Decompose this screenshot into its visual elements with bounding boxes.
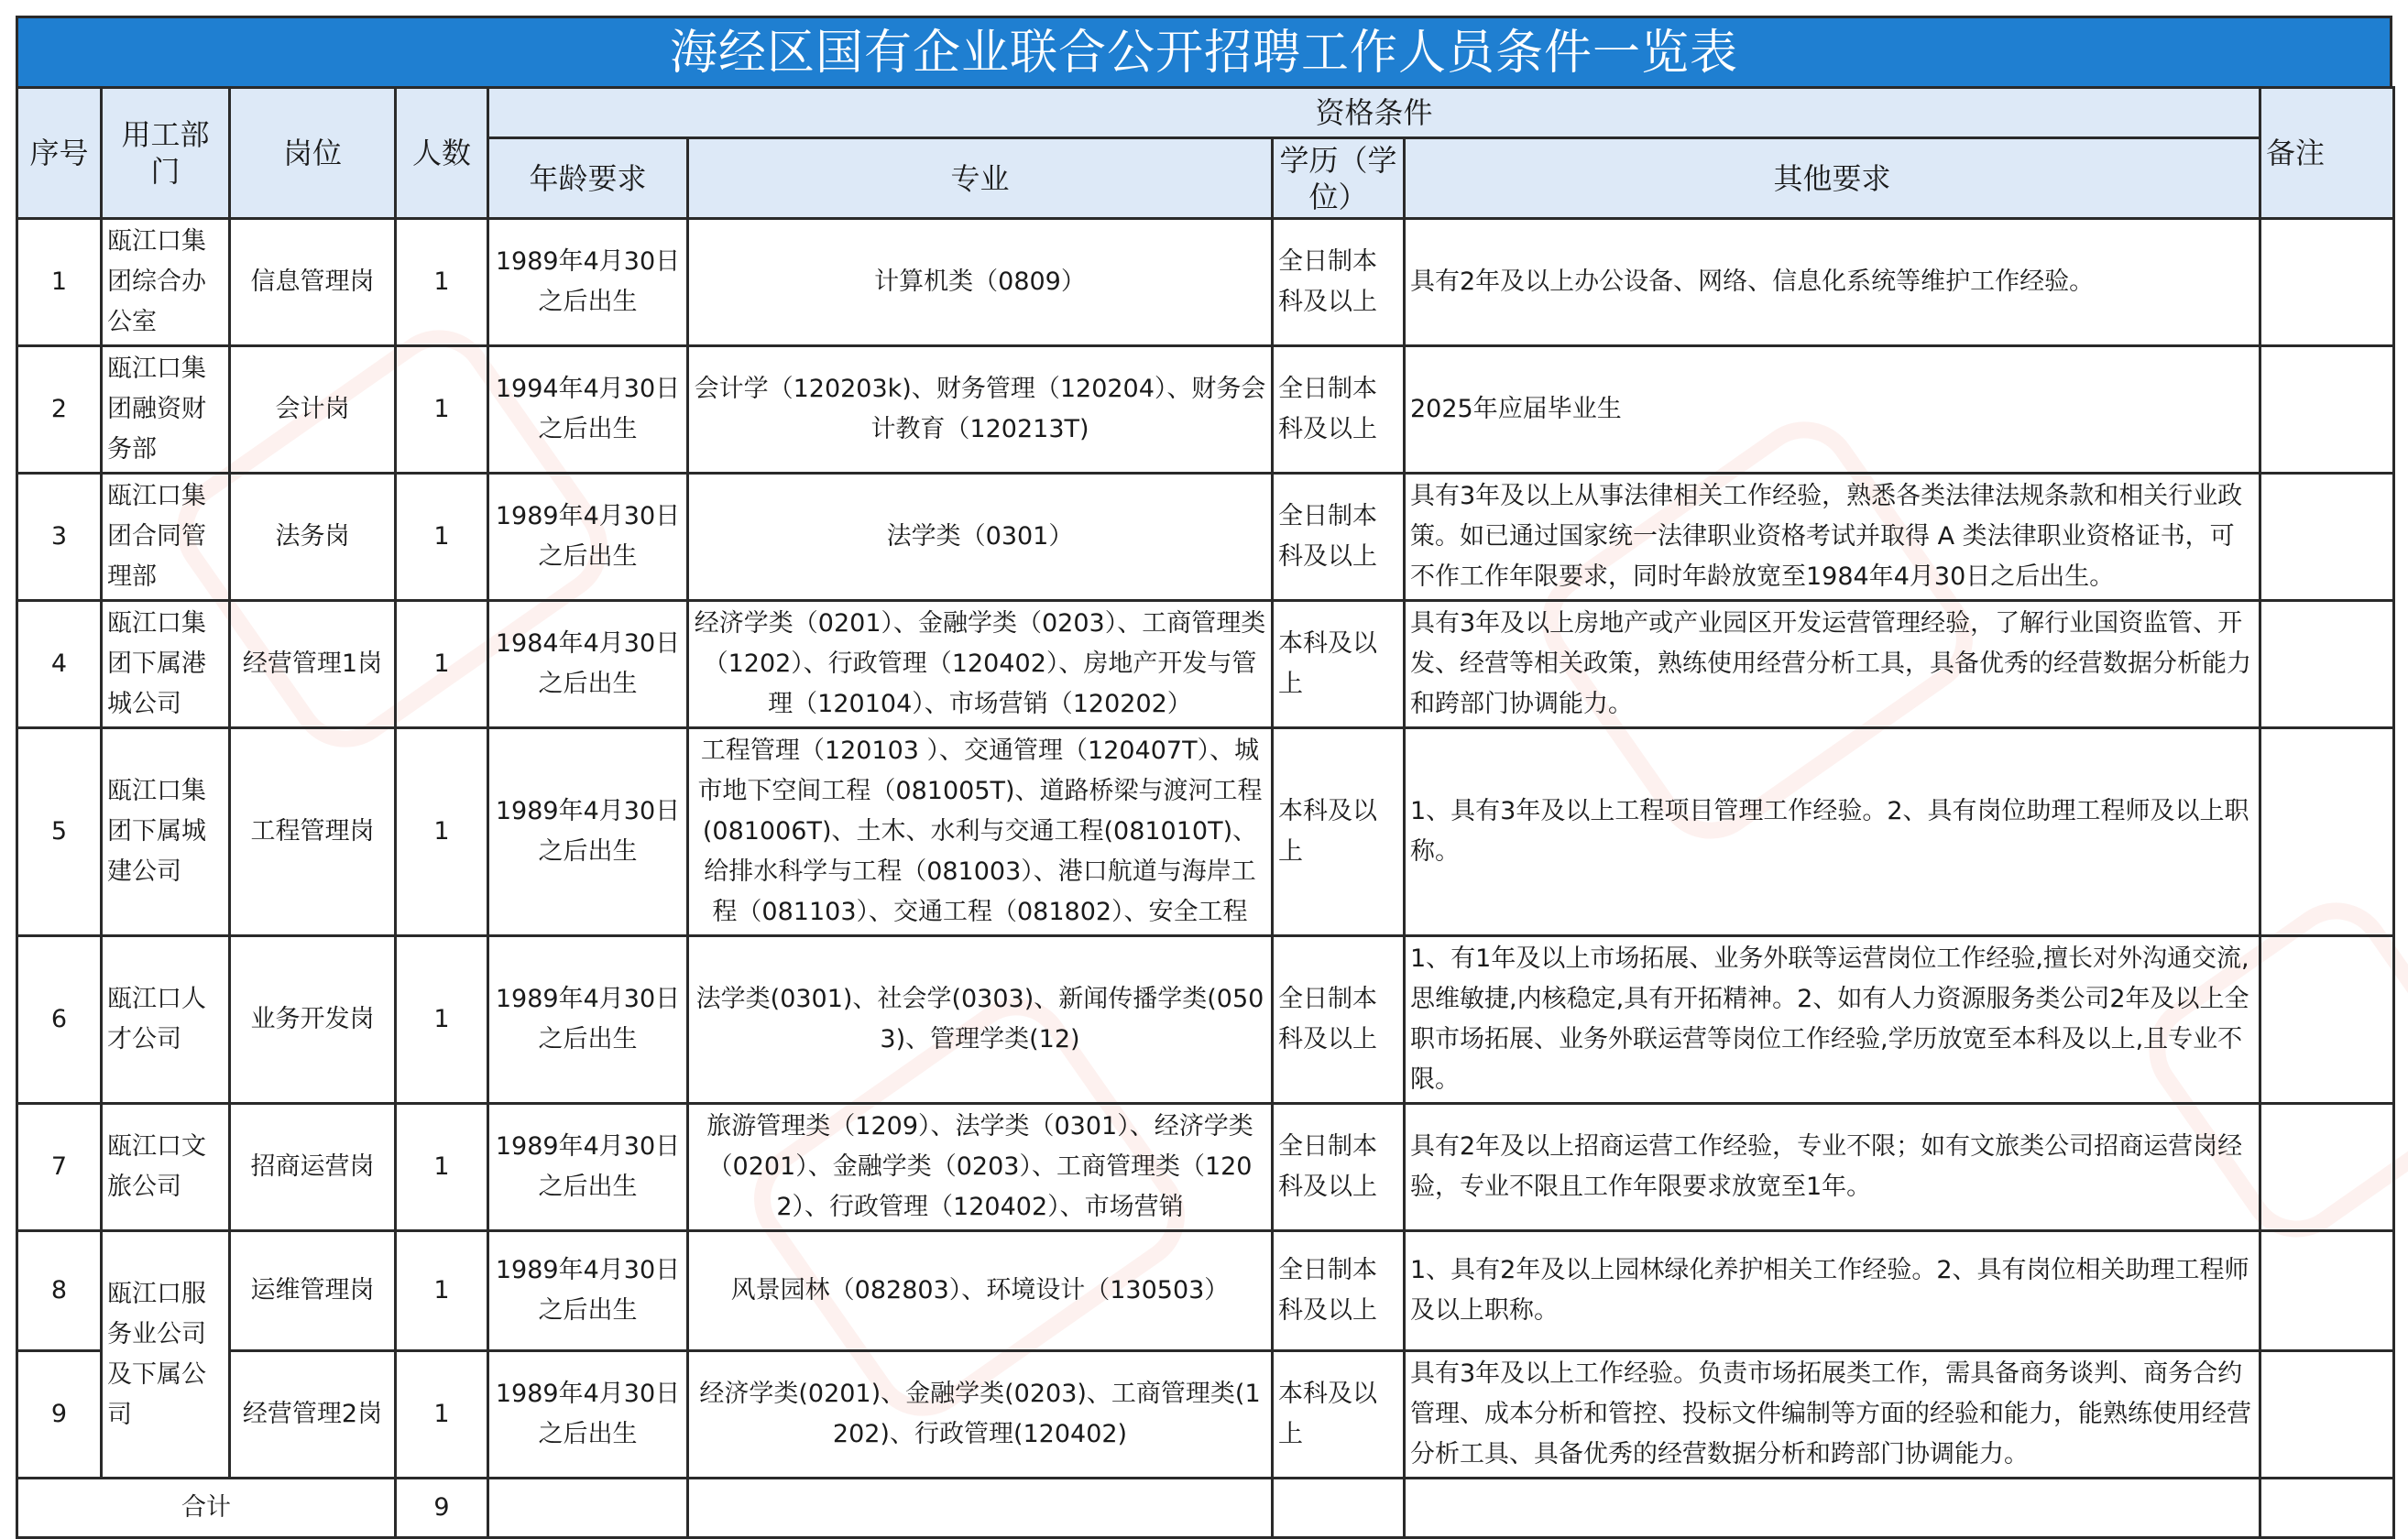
cell-age: 1984年4月30日之后出生 bbox=[488, 601, 688, 728]
cell-seq: 5 bbox=[17, 728, 102, 936]
cell-notes bbox=[2260, 601, 2394, 728]
header-education: 学历（学位） bbox=[1273, 138, 1405, 219]
cell-seq: 6 bbox=[17, 936, 102, 1104]
cell-education: 全日制本科及以上 bbox=[1273, 219, 1405, 346]
cell-other: 具有3年及以上房地产或产业园区开发运营管理经验，了解行业国资监管、开发、经营等相关政策，熟练使用经营分析工具，具备优秀的经营数据分析能力和跨部门协调能力。 bbox=[1405, 601, 2260, 728]
cell-age: 1989年4月30日之后出生 bbox=[488, 1231, 688, 1351]
cell-dept: 瓯江口集团下属城建公司 bbox=[102, 728, 230, 936]
header-notes: 备注 bbox=[2260, 88, 2394, 219]
total-count: 9 bbox=[396, 1479, 488, 1538]
cell-count: 1 bbox=[396, 1231, 488, 1351]
empty-cell bbox=[488, 1479, 688, 1538]
cell-seq: 1 bbox=[17, 219, 102, 346]
table-title: 海经区国有企业联合公开招聘工作人员条件一览表 bbox=[16, 16, 2392, 86]
header-dept: 用工部门 bbox=[102, 88, 230, 219]
cell-major: 旅游管理类（1209）、法学类（0301）、经济学类（0201）、金融学类（0203）、工商管理类（1202）、行政管理（120402）、市场营销 bbox=[688, 1104, 1273, 1231]
cell-education: 全日制本科及以上 bbox=[1273, 936, 1405, 1104]
cell-position: 信息管理岗 bbox=[230, 219, 396, 346]
cell-dept: 瓯江口集团下属港城公司 bbox=[102, 601, 230, 728]
cell-education: 本科及以上 bbox=[1273, 1351, 1405, 1479]
cell-position: 招商运营岗 bbox=[230, 1104, 396, 1231]
cell-notes bbox=[2260, 219, 2394, 346]
cell-seq: 3 bbox=[17, 474, 102, 601]
conditions-table bbox=[16, 86, 2395, 1539]
cell-other: 2025年应届毕业生 bbox=[1405, 346, 2260, 474]
table-row bbox=[17, 1231, 2394, 1351]
cell-position: 法务岗 bbox=[230, 474, 396, 601]
header-count: 人数 bbox=[396, 88, 488, 219]
cell-count: 1 bbox=[396, 474, 488, 601]
header-age: 年龄要求 bbox=[488, 138, 688, 219]
cell-dept: 瓯江口人才公司 bbox=[102, 936, 230, 1104]
cell-other: 具有3年及以上工作经验。负责市场拓展类工作，需具备商务谈判、商务合约管理、成本分析和管控、投标文件编制等方面的经验和能力，能熟练使用经营分析工具、具备优秀的经营数据分析和跨部门协调能力。 bbox=[1405, 1351, 2260, 1479]
cell-count: 1 bbox=[396, 728, 488, 936]
empty-cell bbox=[688, 1479, 1273, 1538]
cell-notes bbox=[2260, 346, 2394, 474]
cell-major: 计算机类（0809） bbox=[688, 219, 1273, 346]
cell-age: 1989年4月30日之后出生 bbox=[488, 936, 688, 1104]
empty-cell bbox=[1405, 1479, 2260, 1538]
cell-count: 1 bbox=[396, 346, 488, 474]
header-major: 专业 bbox=[688, 138, 1273, 219]
cell-education: 全日制本科及以上 bbox=[1273, 1104, 1405, 1231]
cell-education: 本科及以上 bbox=[1273, 601, 1405, 728]
total-label: 合计 bbox=[17, 1479, 396, 1538]
cell-other: 1、具有2年及以上园林绿化养护相关工作经验。2、具有岗位相关助理工程师及以上职称。 bbox=[1405, 1231, 2260, 1351]
cell-age: 1989年4月30日之后出生 bbox=[488, 474, 688, 601]
header-qualifications: 资格条件 bbox=[488, 88, 2260, 138]
cell-other: 具有2年及以上招商运营工作经验，专业不限；如有文旅类公司招商运营岗经验，专业不限且工作年限要求放宽至1年。 bbox=[1405, 1104, 2260, 1231]
cell-education: 全日制本科及以上 bbox=[1273, 346, 1405, 474]
table-row bbox=[17, 219, 2394, 346]
cell-position: 业务开发岗 bbox=[230, 936, 396, 1104]
recruitment-table-sheet bbox=[16, 16, 2392, 1539]
table-row bbox=[17, 346, 2394, 474]
cell-age: 1989年4月30日之后出生 bbox=[488, 219, 688, 346]
cell-position: 工程管理岗 bbox=[230, 728, 396, 936]
cell-position: 运维管理岗 bbox=[230, 1231, 396, 1351]
cell-notes bbox=[2260, 1231, 2394, 1351]
cell-count: 1 bbox=[396, 219, 488, 346]
cell-seq: 2 bbox=[17, 346, 102, 474]
cell-seq: 4 bbox=[17, 601, 102, 728]
cell-education: 全日制本科及以上 bbox=[1273, 474, 1405, 601]
cell-count: 1 bbox=[396, 1104, 488, 1231]
cell-age: 1994年4月30日之后出生 bbox=[488, 346, 688, 474]
cell-dept: 瓯江口集团综合办公室 bbox=[102, 219, 230, 346]
cell-dept: 瓯江口服务业公司及下属公司 bbox=[102, 1231, 230, 1479]
cell-other: 1、有1年及以上市场拓展、业务外联等运营岗位工作经验,擅长对外沟通交流,思维敏捷,内核稳定,具有开拓精神。2、如有人力资源服务类公司2年及以上全职市场拓展、业务外联运营等岗位工作经验,学历放宽至本科及以上,且专业不限。 bbox=[1405, 936, 2260, 1104]
cell-other: 1、具有3年及以上工程项目管理工作经验。2、具有岗位助理工程师及以上职称。 bbox=[1405, 728, 2260, 936]
table-row bbox=[17, 1104, 2394, 1231]
total-row bbox=[17, 1479, 2394, 1538]
header-position: 岗位 bbox=[230, 88, 396, 219]
cell-major: 会计学（120203k)、财务管理（120204）、财务会计教育（120213T) bbox=[688, 346, 1273, 474]
cell-major: 法学类（0301） bbox=[688, 474, 1273, 601]
cell-dept: 瓯江口集团合同管理部 bbox=[102, 474, 230, 601]
cell-age: 1989年4月30日之后出生 bbox=[488, 728, 688, 936]
cell-count: 1 bbox=[396, 601, 488, 728]
table-row bbox=[17, 1351, 2394, 1479]
cell-notes bbox=[2260, 474, 2394, 601]
cell-seq: 9 bbox=[17, 1351, 102, 1479]
cell-major: 法学类(0301)、社会学(0303)、新闻传播学类(0503)、管理学类(12) bbox=[688, 936, 1273, 1104]
header-other: 其他要求 bbox=[1405, 138, 2260, 219]
empty-cell bbox=[1273, 1479, 1405, 1538]
cell-count: 1 bbox=[396, 1351, 488, 1479]
cell-notes bbox=[2260, 728, 2394, 936]
cell-major: 经济学类(0201)、金融学类(0203)、工商管理类(1202)、行政管理(120402) bbox=[688, 1351, 1273, 1479]
header-seq: 序号 bbox=[17, 88, 102, 219]
cell-other: 具有3年及以上从事法律相关工作经验，熟悉各类法律法规条款和相关行业政策。如已通过国家统一法律职业资格考试并取得 A 类法律职业资格证书，可不作工作年限要求，同时年龄放宽至1984年4月30日之后出生。 bbox=[1405, 474, 2260, 601]
cell-seq: 8 bbox=[17, 1231, 102, 1351]
cell-major: 风景园林（082803）、环境设计（130503） bbox=[688, 1231, 1273, 1351]
cell-age: 1989年4月30日之后出生 bbox=[488, 1351, 688, 1479]
cell-count: 1 bbox=[396, 936, 488, 1104]
cell-education: 全日制本科及以上 bbox=[1273, 1231, 1405, 1351]
cell-notes bbox=[2260, 1104, 2394, 1231]
table-row bbox=[17, 601, 2394, 728]
cell-education: 本科及以上 bbox=[1273, 728, 1405, 936]
cell-age: 1989年4月30日之后出生 bbox=[488, 1104, 688, 1231]
cell-other: 具有2年及以上办公设备、网络、信息化系统等维护工作经验。 bbox=[1405, 219, 2260, 346]
cell-major: 工程管理（120103 ）、交通管理（120407T）、城市地下空间工程（081005T)、道路桥梁与渡河工程(081006T)、土木、水利与交通工程(081010T)、给排水科学与工程（081003）、港口航道与海岸工程（081103）、交通工程（081802）、安全工程 bbox=[688, 728, 1273, 936]
table-row bbox=[17, 474, 2394, 601]
table-row bbox=[17, 728, 2394, 936]
cell-notes bbox=[2260, 1351, 2394, 1479]
cell-position: 会计岗 bbox=[230, 346, 396, 474]
cell-seq: 7 bbox=[17, 1104, 102, 1231]
cell-dept: 瓯江口集团融资财务部 bbox=[102, 346, 230, 474]
empty-cell bbox=[2260, 1479, 2394, 1538]
cell-notes bbox=[2260, 936, 2394, 1104]
cell-dept: 瓯江口文旅公司 bbox=[102, 1104, 230, 1231]
cell-position: 经营管理2岗 bbox=[230, 1351, 396, 1479]
table-row bbox=[17, 936, 2394, 1104]
cell-major: 经济学类（0201）、金融学类（0203）、工商管理类（1202）、行政管理（120402）、房地产开发与管理（120104）、市场营销（120202） bbox=[688, 601, 1273, 728]
cell-position: 经营管理1岗 bbox=[230, 601, 396, 728]
